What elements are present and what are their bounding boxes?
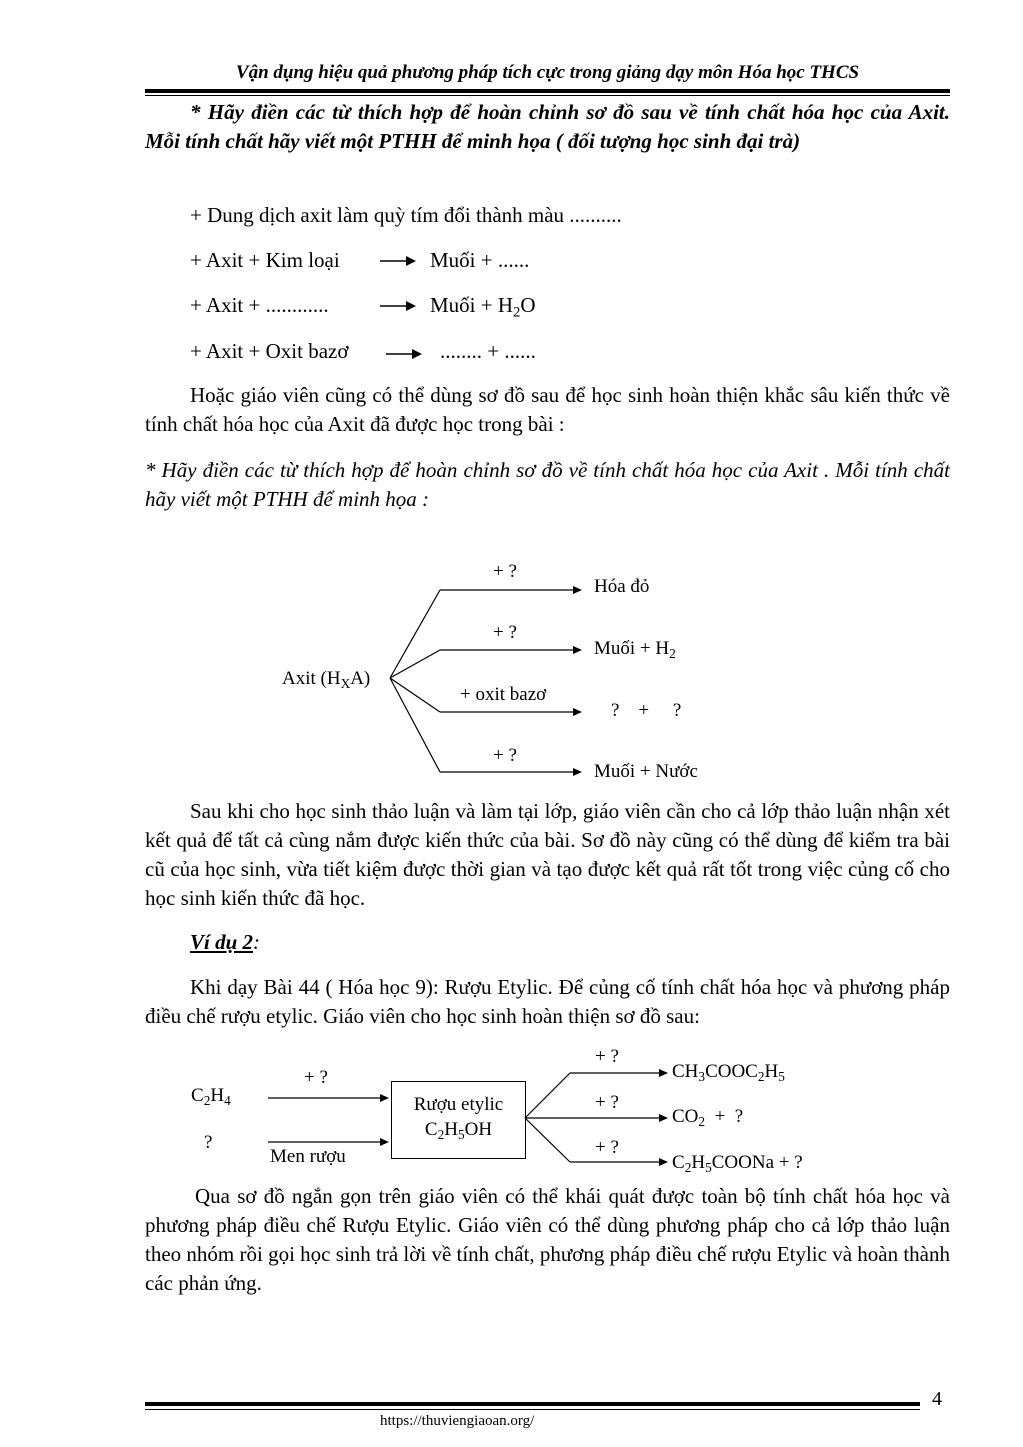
fill-item-4-arrow: [386, 348, 422, 360]
fill-item-3-right: Muối + $H_2O$: [430, 293, 536, 321]
ethanol-box: [391, 1081, 526, 1159]
output2-label: + ?: [595, 1092, 619, 1113]
fill-item-4-right: ........ + ......: [440, 339, 536, 363]
footer-rule-thin: [145, 1409, 920, 1410]
page-number: 4: [932, 1388, 942, 1410]
paragraph-summary: Qua sơ đồ ngắn gọn trên giáo viên có thể khái quát được toàn bộ tính chất hóa học và phương pháp điều chế Rượu Etylic. Giáo viên có thể dùng phương pháp cho cả lớp thảo luận theo nhóm rồi gọi học sinh trả lời về tính chất, phương pháp điều chế rượu Etylic và hoàn thành các phản ứng.: [145, 1184, 950, 1295]
header-rule-thick: [145, 89, 950, 93]
branch4-result: Muối + Nước: [594, 761, 698, 782]
acid-diagram-lines: [380, 570, 590, 785]
branch4-label: + ?: [493, 745, 517, 766]
branch3-label: + oxit bazơ: [460, 684, 547, 705]
input2-label: Men rượu: [270, 1146, 346, 1167]
output2-product: $CO_2$ + ?: [672, 1106, 744, 1129]
ethanol-box-name: Rượu etylic: [413, 1094, 504, 1115]
fill-item-2-right: Muối + ......: [430, 248, 530, 272]
branch2-label: + ?: [493, 622, 517, 643]
output3-product: $C_2H_5COONa$ + ?: [672, 1152, 803, 1175]
fill-item-2-left: + Axit + Kim loại: [190, 248, 340, 272]
branch3-result: ? + ?: [611, 700, 682, 721]
fill-item-1: + Dung dịch axit làm quỳ tím đổi thành màu ..........: [190, 203, 622, 227]
fill-item-3-left: + Axit + ............: [190, 293, 329, 317]
branch2-result: Muối + $H_2$: [594, 638, 676, 661]
output3-label: + ?: [595, 1137, 619, 1158]
footer-rule-thick: [145, 1402, 920, 1406]
ethanol-box-formula: $C_2H_5OH$: [424, 1119, 493, 1142]
output1-label: + ?: [595, 1046, 619, 1067]
example2-heading: Ví dụ 2:: [190, 930, 261, 954]
paragraph-lesson44: Khi dạy Bài 44 ( Hóa học 9): Rượu Etylic. Để củng cố tính chất hóa học và phương pháp điều chế rượu etylic. Giáo viên cho học sinh hoàn thiện sơ đồ sau:: [145, 975, 950, 1028]
fill-item-3-arrow: [380, 300, 416, 312]
header-rule-thin: [145, 95, 950, 96]
task1-instruction: * Hãy điền các từ thích hợp để hoàn chỉnh sơ đồ sau về tính chất hóa học của Axit. Mỗi tính chất hãy viết một PTHH để minh họa ( đối tượng học sinh đại trà): [145, 100, 950, 153]
page-header: Vận dụng hiệu quả phương pháp tích cực trong giảng dạy môn Hóa học THCS: [235, 62, 860, 83]
task2-instruction: * Hãy điền các từ thích hợp để hoàn chỉnh sơ đồ về tính chất hóa học của Axit . Mỗi tính chất hãy viết một PTHH để minh họa :: [145, 458, 950, 511]
input-ethylene: $C_2H_4$: [191, 1085, 231, 1108]
input-unknown: ?: [204, 1132, 213, 1153]
acid-source: Axit $(H_XA)$: [282, 668, 371, 691]
input1-label: + ?: [304, 1067, 328, 1088]
fill-item-4-left: + Axit + Oxit bazơ: [190, 339, 349, 363]
branch1-label: + ?: [493, 561, 517, 582]
branch1-result: Hóa đỏ: [594, 576, 650, 597]
footer-url[interactable]: https://thuviengiaoan.org/: [380, 1413, 535, 1429]
paragraph-intro-diagram: Hoặc giáo viên cũng có thể dùng sơ đồ sau để học sinh hoàn thiện khắc sâu kiến thức về tính chất hóa học của Axit đã được học trong bài :: [145, 383, 950, 436]
paragraph-discussion: Sau khi cho học sinh thảo luận và làm tại lớp, giáo viên cần cho cả lớp thảo luận nhận xét kết quả để tất cả cùng nắm được kiến thức của bài. Sơ đồ này cũng có thể dùng để kiểm tra bài cũ của học sinh, vừa tiết kiệm được thời gian và tạo được kết quả rất tốt trong việc củng cố cho học sinh kiến thức đã học.: [145, 799, 950, 910]
output1-product: $CH_3COOC_2H_5$: [672, 1061, 785, 1084]
fill-item-2-arrow: [380, 255, 416, 267]
